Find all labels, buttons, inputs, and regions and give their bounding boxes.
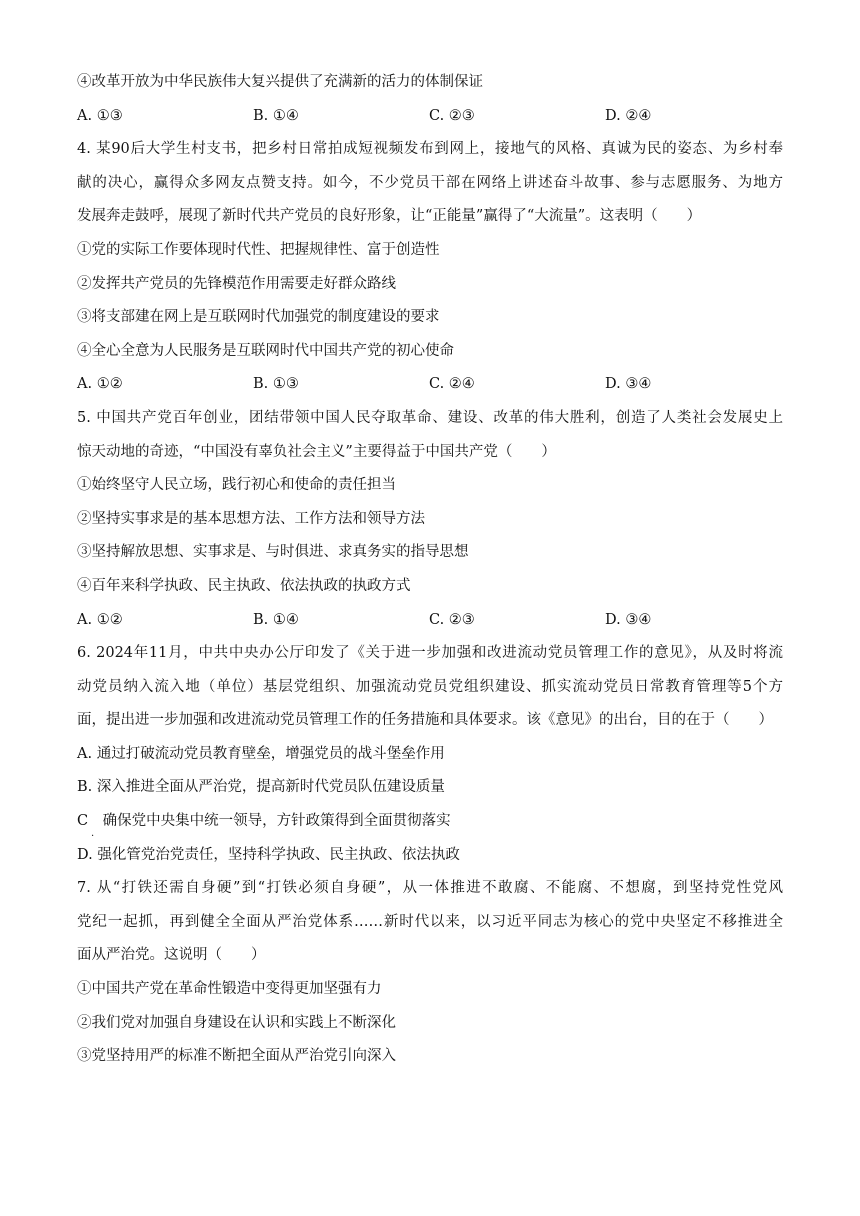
q4-statement-3: ③将支部建在网上是互联网时代加强党的制度建设的要求 xyxy=(77,309,440,326)
q4-options xyxy=(77,368,783,402)
q3-statement-4: ④改革开放为中华民族伟大复兴提供了充满新的活力的体制保证 xyxy=(77,74,483,90)
q7-stem-line-3: 面从严治党。这说明（ ） xyxy=(77,947,266,964)
q3-options xyxy=(77,100,783,134)
q7-stem-line-1: 7. 从“打铁还需自身硬”到“打铁必须自身硬”，从一体推进不敢腐、不能腐、不想腐，到坚持党性党风 xyxy=(77,880,783,897)
q5-options xyxy=(77,604,783,638)
q4-option-d: D. ③④ xyxy=(605,376,652,393)
q6-choice-b: B. 深入推进全面从严治党，提高新时代党员队伍建设质量 xyxy=(77,779,445,796)
q4-option-c: C. ②④ xyxy=(429,376,475,393)
q6-stem-line-2: 动党员纳入流入地（单位）基层党组织、加强流动党员党组织建设、抓实流动党员日常教育管理等5个方 xyxy=(77,678,783,695)
q6-choice-c-dot: . xyxy=(91,828,95,840)
q6-choice-c: C 确保党中央集中统一领导，方针政策得到全面贯彻落实 xyxy=(77,813,451,830)
q4-stem-line-3: 发展奔走鼓呼，展现了新时代共产党员的良好形象，让“正能量”赢得了“大流量”。这表明（ ） xyxy=(77,208,702,225)
q5-option-c: C. ②③ xyxy=(429,611,475,628)
q7-statement-3: ③党坚持用严的标准不断把全面从严治党引向深入 xyxy=(77,1048,396,1065)
q7-stem-line-2: 党纪一起抓，再到健全全面从严治党体系……新时代以来，以习近平同志为核心的党中央坚定不移推进全 xyxy=(77,913,783,930)
q5-statement-3: ③坚持解放思想、实事求是、与时俱进、求真务实的指导思想 xyxy=(77,544,469,561)
q4-stem-line-2: 献的决心，赢得众多网友点赞支持。如今，不少党员干部在网络上讲述奋斗故事、参与志愿服务、为地方 xyxy=(77,174,783,191)
q3-option-b: B. ①④ xyxy=(253,107,299,124)
q6-choice-a: A. 通过打破流动党员教育壁垒，增强党员的战斗堡垒作用 xyxy=(77,745,445,762)
q4-statement-4: ④全心全意为人民服务是互联网时代中国共产党的初心使命 xyxy=(77,342,454,359)
q6-stem-line-3: 面，提出进一步加强和改进流动党员管理工作的任务措施和具体要求。该《意见》的出台，目的在于（ ） xyxy=(77,712,773,729)
q3-option-c: C. ②③ xyxy=(429,107,475,124)
q5-option-b: B. ①④ xyxy=(253,611,299,628)
q5-option-d: D. ③④ xyxy=(605,611,652,628)
q4-option-a: A. ①② xyxy=(77,376,123,393)
q5-statement-2: ②坚持实事求是的基本思想方法、工作方法和领导方法 xyxy=(77,510,425,527)
q6-choice-d: D. 强化管党治党责任，坚持科学执政、民主执政、依法执政 xyxy=(77,846,460,863)
q3-option-a: A. ①③ xyxy=(77,107,123,124)
q5-stem-line-1: 5. 中国共产党百年创业，团结带领中国人民夺取革命、建设、改革的伟大胜利，创造了人类社会发展史上 xyxy=(77,409,783,426)
q3-option-d: D. ②④ xyxy=(605,107,652,124)
q5-stem-line-2: 惊天动地的奇迹，“中国没有辜负社会主义”主要得益于中国共产党（ ） xyxy=(77,443,556,460)
q7-statement-1: ①中国共产党在革命性锻造中变得更加坚强有力 xyxy=(77,981,382,998)
q5-statement-1: ①始终坚守人民立场，践行初心和使命的责任担当 xyxy=(77,477,396,494)
q5-statement-4: ④百年来科学执政、民主执政、依法执政的执政方式 xyxy=(77,577,411,594)
q4-statement-2: ②发挥共产党员的先锋模范作用需要走好群众路线 xyxy=(77,275,396,292)
q7-statement-2: ②我们党对加强自身建设在认识和实践上不断深化 xyxy=(77,1014,396,1031)
q5-option-a: A. ①② xyxy=(77,611,123,628)
q4-statement-1: ①党的实际工作要体现时代性、把握规律性、富于创造性 xyxy=(77,241,440,258)
q4-stem-line-1: 4. 某90后大学生村支书，把乡村日常拍成短视频发布到网上，接地气的风格、真诚为民的姿态、为乡村奉 xyxy=(77,141,783,158)
q6-choice-c-wrapper xyxy=(77,805,783,839)
exam-page xyxy=(77,66,783,1074)
q4-option-b: B. ①③ xyxy=(253,376,299,393)
q6-stem-line-1: 6. 2024年11月，中共中央办公厅印发了《关于进一步加强和改进流动党员管理工作的意见》，从及时将流 xyxy=(77,645,783,662)
